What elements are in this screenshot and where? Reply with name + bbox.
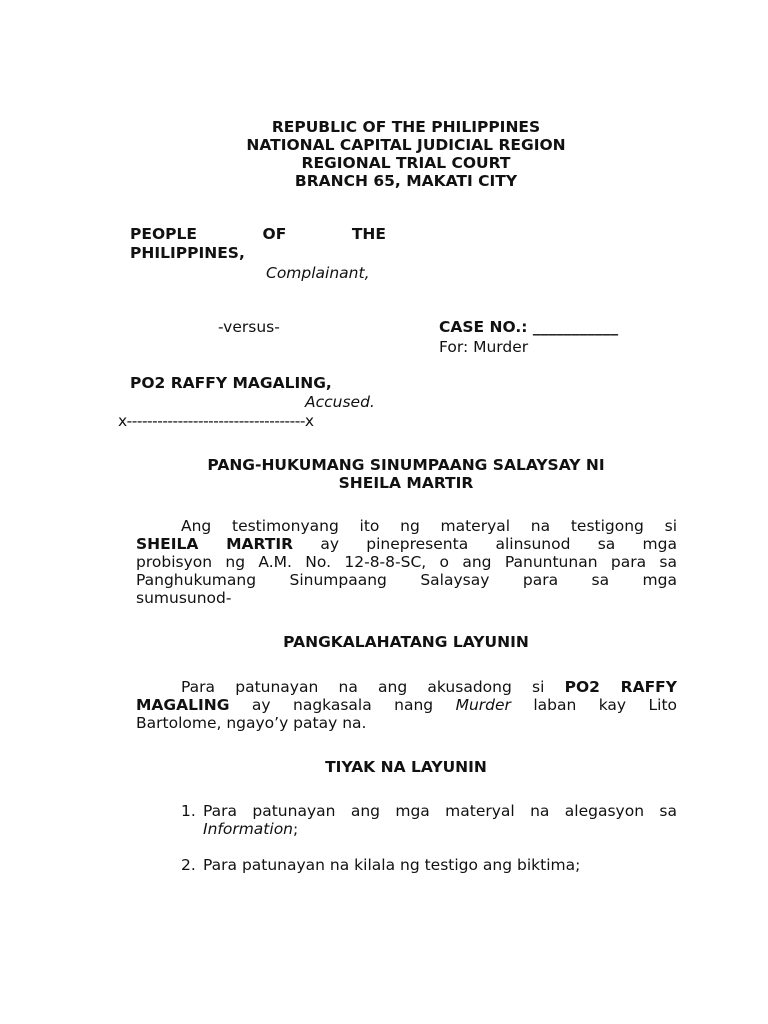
- intro-line: [136, 571, 677, 589]
- court-header: [150, 118, 662, 190]
- list-item-line: Para patunayan na kilala ng testigo ang biktima;: [203, 856, 581, 874]
- document-title-line: PANG-HUKUMANG SINUMPAANG SALAYSAY NI: [207, 456, 605, 474]
- general-text: Bartolome, ngayo’y patay na.: [136, 714, 367, 732]
- versus-label: -versus-: [218, 318, 280, 336]
- plaintiff-line-2: PHILIPPINES,: [130, 244, 245, 262]
- accused-role: Accused.: [305, 393, 375, 411]
- document-title-line: SHEILA MARTIR: [338, 474, 474, 492]
- intro-text: ay pinepresenta alinsunod sa mga: [293, 535, 677, 553]
- court-header-line: NATIONAL CAPITAL JUDICIAL REGION: [246, 136, 566, 154]
- offense-label: For: Murder: [439, 338, 529, 356]
- intro-paragraph: [136, 517, 677, 607]
- court-header-line: REPUBLIC OF THE PHILIPPINES: [271, 118, 541, 136]
- plaintiff-word: OF: [262, 225, 287, 243]
- court-header-line: REGIONAL TRIAL COURT: [301, 154, 511, 172]
- accused-ref: MAGALING: [136, 696, 230, 714]
- general-line: [136, 678, 677, 696]
- caption-separator: x-----------------------------------x: [118, 412, 314, 430]
- list-item-text: [203, 802, 677, 820]
- case-number-label: CASE NO.:: [439, 318, 528, 336]
- list-item-text: [203, 820, 677, 838]
- list-item-line: Para patunayan ang mga materyal na alegasyon sa: [203, 802, 677, 820]
- accused-ref: PO2 RAFFY: [564, 678, 677, 696]
- general-objective-heading: PANGKALAHATANG LAYUNIN: [283, 633, 529, 651]
- specific-objective-heading: TIYAK NA LAYUNIN: [325, 758, 487, 776]
- general-text: laban kay Lito: [510, 696, 678, 714]
- plaintiff-word: THE: [351, 225, 386, 243]
- list-item: [181, 856, 677, 874]
- general-line: [136, 714, 677, 732]
- list-item-number: 2.: [181, 856, 196, 874]
- case-number: [439, 318, 618, 336]
- case-number-blank: ___________: [532, 318, 619, 336]
- witness-name: SHEILA MARTIR: [136, 535, 294, 553]
- list-item: [181, 802, 677, 838]
- intro-line: [136, 517, 677, 535]
- intro-line: [136, 589, 677, 607]
- list-item-text: [203, 856, 677, 874]
- document-title: [150, 456, 662, 492]
- plaintiff-word: PEOPLE: [130, 225, 197, 243]
- plaintiff-line-1: [130, 225, 386, 243]
- intro-text: Panghukumang Sinumpaang Salaysay para sa mga: [136, 571, 677, 589]
- court-header-line: BRANCH 65, MAKATI CITY: [294, 172, 518, 190]
- intro-text: probisyon ng A.M. No. 12-8-8-SC, o ang Panuntunan para sa: [136, 553, 677, 571]
- general-text: ay nagkasala nang: [229, 696, 456, 714]
- general-line: [136, 696, 677, 714]
- information-term: Information: [203, 820, 293, 838]
- intro-line: [136, 553, 677, 571]
- intro-line: [136, 535, 677, 553]
- crime-term: Murder: [455, 696, 511, 714]
- intro-text: Ang testimonyang ito ng materyal na testigong si: [181, 517, 677, 535]
- accused-name: PO2 RAFFY MAGALING,: [130, 374, 332, 392]
- list-item-line: ;: [293, 820, 299, 838]
- objective-list: [181, 802, 677, 874]
- plaintiff-role: Complainant,: [266, 264, 370, 282]
- general-objective-paragraph: [136, 678, 677, 732]
- general-text: Para patunayan na ang akusadong si: [181, 678, 565, 696]
- list-item-number: 1.: [181, 802, 196, 820]
- intro-text: sumusunod-: [136, 589, 232, 607]
